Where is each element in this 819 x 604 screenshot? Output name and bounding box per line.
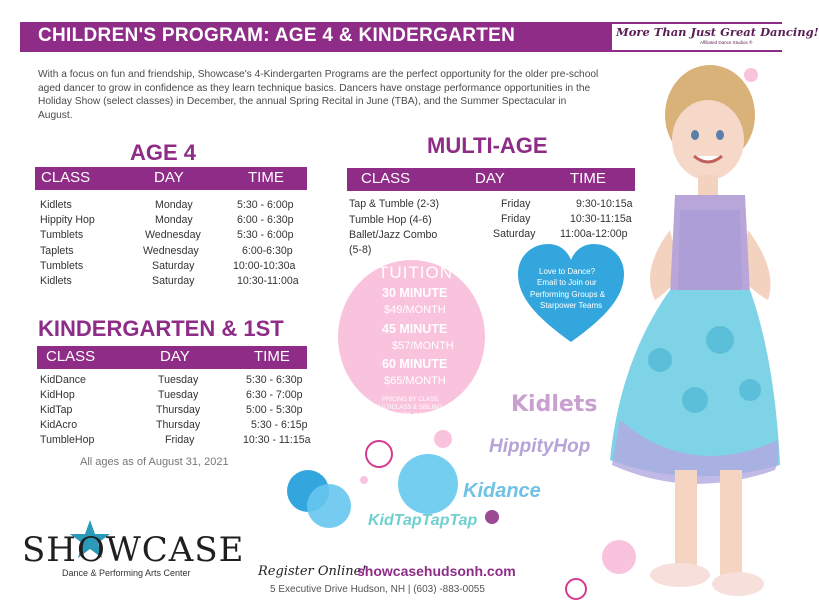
decor-dot	[565, 578, 587, 600]
table-cell: Thursday	[156, 404, 201, 416]
decor-dot	[434, 430, 452, 448]
tuition-price-30: $49/MONTH	[384, 304, 446, 316]
table-cell: Hippity Hop	[40, 214, 95, 226]
decor-dot	[398, 454, 458, 514]
heart-line: Starpower Teams	[540, 301, 603, 310]
table-cell: 10:30 - 11:15a	[243, 434, 311, 446]
tuition-label-60: 60 MINUTE	[382, 357, 448, 371]
multi-col-day: DAY	[475, 170, 505, 187]
table-cell: Tap & Tumble (2-3)	[349, 198, 440, 210]
age4-heading: AGE 4	[130, 140, 197, 165]
age4-header-bar	[35, 167, 307, 190]
register-online: Register Online!	[258, 564, 367, 579]
table-cell: Saturday	[493, 228, 536, 240]
kinder-heading: KINDERGARTEN & 1ST	[38, 316, 284, 341]
table-cell: 5:00 - 5:30p	[246, 404, 303, 416]
table-cell: KidHop	[40, 389, 75, 401]
page-title: CHILDREN'S PROGRAM: AGE 4 & KINDERGARTEN	[38, 25, 516, 46]
table-cell: Kidlets	[40, 199, 72, 211]
kinder-header-bar	[37, 346, 307, 369]
kidance-logo: Kidance	[463, 480, 541, 502]
table-cell: Tuesday	[158, 389, 199, 401]
table-cell: Taplets	[40, 245, 74, 257]
table-cell: 6:30 - 7:00p	[246, 389, 303, 401]
table-cell: Tumblets	[40, 229, 84, 241]
table-cell: KidAcro	[40, 419, 78, 431]
multi-col-time: TIME	[570, 170, 606, 187]
age4-col-class: CLASS	[41, 169, 91, 186]
kidtap-logo: KidTapTapTap	[368, 512, 478, 529]
kidlets-logo: Kidlets	[511, 392, 598, 417]
address: 5 Executive Drive Hudson, NH | (603) -883-0055	[270, 584, 485, 595]
tuition-fine-print: DISCOUNTS AVAILABLE	[376, 413, 445, 419]
table-cell: Kidlets	[40, 275, 72, 287]
table-cell: 10:00-10:30a	[233, 260, 296, 272]
kinder-col-class: CLASS	[46, 348, 96, 365]
table-cell: Ballet/Jazz Combo	[349, 229, 438, 241]
table-cell: Saturday	[152, 260, 195, 272]
table-cell: Saturday	[152, 275, 195, 287]
decor-dot	[485, 510, 499, 524]
tuition-title: TUITION	[378, 263, 453, 282]
decor-dot	[360, 476, 368, 484]
tuition-label-30: 30 MINUTE	[382, 286, 448, 300]
table-cell: Tuesday	[158, 374, 199, 386]
kinder-col-day: DAY	[160, 348, 190, 365]
age4-col-time: TIME	[248, 169, 284, 186]
table-cell: Monday	[155, 199, 193, 211]
multi-age-header-bar	[347, 168, 635, 191]
table-cell: Monday	[155, 214, 193, 226]
table-cell: 11:00a-12:00p	[560, 228, 628, 240]
table-cell: (5-8)	[349, 244, 372, 256]
table-cell: 6:00-6:30p	[242, 245, 293, 257]
table-cell: Tumblets	[40, 260, 84, 272]
table-cell: Tumble Hop (4-6)	[349, 214, 432, 226]
table-cell: 10:30-11:00a	[237, 275, 299, 287]
table-cell: Wednesday	[143, 245, 199, 257]
table-cell: Wednesday	[145, 229, 201, 241]
multi-age-heading: MULTI-AGE	[427, 133, 548, 158]
dancer-photo	[600, 60, 782, 604]
table-cell: Friday	[501, 213, 531, 225]
tuition-label-45: 45 MINUTE	[382, 322, 448, 336]
tuition-price-60: $65/MONTH	[384, 375, 446, 387]
table-cell: 5:30 - 6:00p	[237, 229, 294, 241]
heart-line: Performing Groups &	[530, 290, 606, 299]
table-cell: 6:00 - 6:30p	[237, 214, 294, 226]
tuition-circle	[338, 260, 485, 414]
table-cell: TumbleHop	[40, 434, 95, 446]
table-cell: 5:30 - 6:15p	[251, 419, 308, 431]
tagline: More Than Just Great Dancing!	[616, 25, 819, 39]
multi-col-class: CLASS	[361, 170, 411, 187]
table-cell: Friday	[165, 434, 195, 446]
showcase-logo-sub: Dance & Performing Arts Center	[62, 568, 191, 578]
decor-dot	[365, 440, 393, 468]
table-cell: 5:30 - 6:30p	[246, 374, 303, 386]
age4-col-day: DAY	[154, 169, 184, 186]
tuition-fine-print: PRICING BY CLASS.	[382, 397, 440, 403]
hippityhop-logo: HippityHop	[489, 436, 591, 457]
showcase-logo: SHOWCASE	[22, 530, 245, 570]
table-cell: 10:30-11:15a	[570, 213, 632, 225]
table-cell: KidDance	[40, 374, 86, 386]
heart-line: Email to Join our	[537, 278, 597, 287]
table-cell: 9:30-10:15a	[576, 198, 633, 210]
table-cell: KidTap	[40, 404, 73, 416]
kinder-col-time: TIME	[254, 348, 290, 365]
tagline-sub: Affiliated Dance Studios ®	[700, 40, 753, 45]
intro-paragraph: With a focus on fun and friendship, Showcase's 4-Kindergarten Programs are the perfect opportunity for the older pre-school aged dancer to grow in confidence as they learn technique basics. Dancers have onstage performance opportunities in the Holiday Show (select classes) in December, the annual Spring Recital in June (TBA), and the Summer Spectacular in August.	[38, 69, 599, 121]
decor-dot	[307, 484, 351, 528]
table-cell: 5:30 - 6:00p	[237, 199, 294, 211]
tuition-fine-print: MULTICLASS & SIBLING	[374, 405, 443, 411]
website-link[interactable]: showcasehudsonh.com	[357, 563, 516, 579]
age-note: All ages as of August 31, 2021	[80, 456, 229, 468]
tuition-price-45: $57/MONTH	[392, 340, 454, 352]
heart-line: Love to Dance?	[539, 267, 596, 276]
table-cell: Thursday	[156, 419, 201, 431]
table-cell: Friday	[501, 198, 531, 210]
